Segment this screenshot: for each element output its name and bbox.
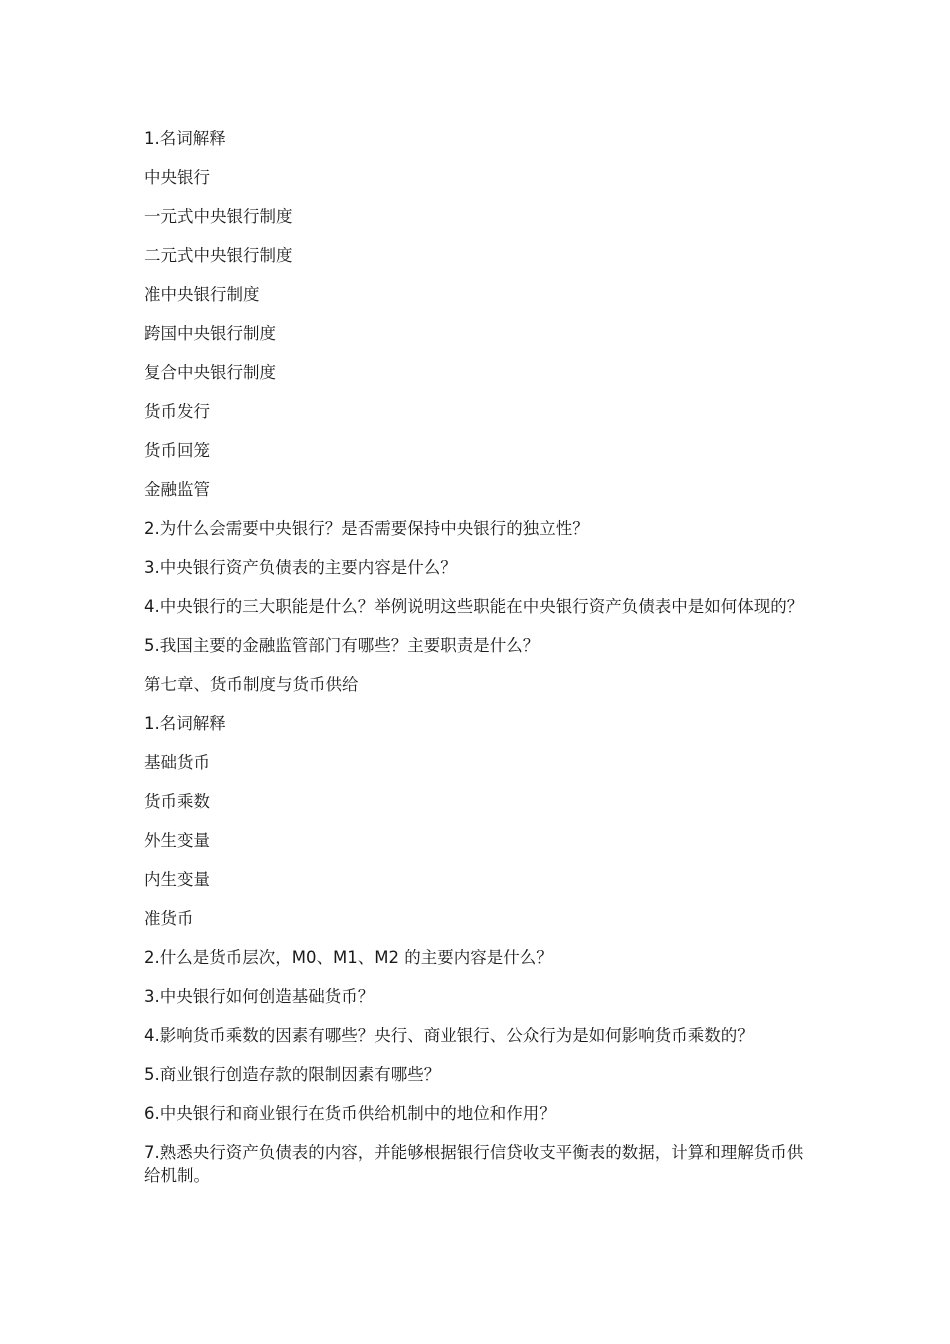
chapter-title: 第七章、货币制度与货币供给 (144, 675, 359, 694)
question-item: 3.中央银行资产负债表的主要内容是什么？ (144, 558, 457, 577)
question-item: 2.为什么会需要中央银行？是否需要保持中央银行的独立性？ (144, 519, 589, 538)
term-item: 准中央银行制度 (144, 285, 260, 304)
question-item: 5.商业银行创造存款的限制因素有哪些？ (144, 1065, 441, 1084)
term-item: 复合中央银行制度 (144, 363, 276, 382)
term-item: 外生变量 (144, 831, 210, 850)
question-item: 5.我国主要的金融监管部门有哪些？主要职责是什么？ (144, 636, 540, 655)
term-item: 货币发行 (144, 402, 210, 421)
term-item: 一元式中央银行制度 (144, 207, 293, 226)
term-item: 货币回笼 (144, 441, 210, 460)
question-item: 4.影响货币乘数的因素有哪些？央行、商业银行、公众行为是如何影响货币乘数的？ (144, 1026, 754, 1045)
question-item: 2.什么是货币层次，M0、M1、M2 的主要内容是什么？ (144, 948, 553, 967)
term-item: 内生变量 (144, 870, 210, 889)
term-item: 货币乘数 (144, 792, 210, 811)
question-item: 6.中央银行和商业银行在货币供给机制中的地位和作用？ (144, 1104, 556, 1123)
document-body (144, 127, 804, 1203)
section-heading: 1.名词解释 (144, 714, 226, 733)
question-item: 3.中央银行如何创造基础货币？ (144, 987, 375, 1006)
term-item: 二元式中央银行制度 (144, 246, 293, 265)
section-heading: 1.名词解释 (144, 129, 226, 148)
term-item: 中央银行 (144, 168, 210, 187)
question-item: 4.中央银行的三大职能是什么？举例说明这些职能在中央银行资产负债表中是如何体现的？ (144, 597, 804, 616)
term-item: 金融监管 (144, 480, 210, 499)
question-item: 7.熟悉央行资产负债表的内容，并能够根据银行信贷收支平衡表的数据，计算和理解货币供给机制。 (144, 1143, 804, 1185)
term-item: 跨国中央银行制度 (144, 324, 276, 343)
term-item: 基础货币 (144, 753, 210, 772)
term-item: 准货币 (144, 909, 194, 928)
